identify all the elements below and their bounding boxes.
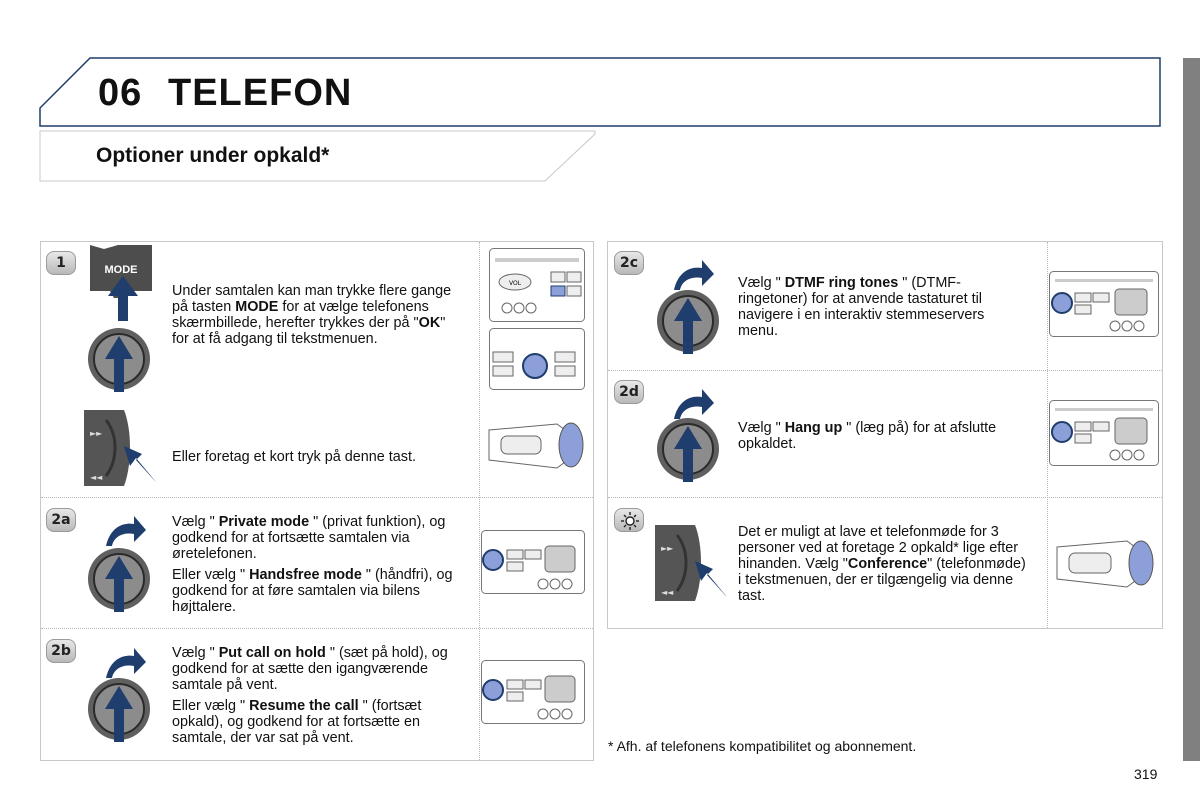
- step-2d-text: [738, 420, 1038, 457]
- text-part: " (læg på) for at afslutte opkaldet.: [738, 420, 997, 452]
- stalk-illustration-tip: [1055, 537, 1155, 589]
- step-2b-text: [172, 645, 464, 751]
- svg-text:►►: ►►: [90, 429, 103, 438]
- text-part: Vælg ": [172, 645, 219, 661]
- step-1-alt-text: Eller foretag et kort tryk på denne tast.: [172, 449, 416, 465]
- row-divider-2: [41, 628, 593, 629]
- step-1-text: [172, 283, 462, 352]
- step-1-text-part: Under samtalen kan man trykke flere gange på tasten: [172, 283, 452, 315]
- stalk-illustration-1: [487, 420, 585, 470]
- option-handsfree-mode: Handsfree mode: [249, 567, 362, 583]
- text-part: Det er muligt at lave et telefonmøde for 3 personer ved at foretage 2 opkald* lige efter hinanden. Vælg ": [738, 524, 1018, 572]
- text-part: Vælg ": [738, 275, 785, 291]
- step-2c-text: [738, 275, 1028, 344]
- text-part: " (telefonmøde) i tekstmenuen, der er tilgængelig via denne tast.: [738, 556, 1026, 604]
- option-hang-up: Hang up: [784, 420, 843, 436]
- text-part: " (håndfri), og godkend for at føre samtalen via bilens højttalere.: [172, 567, 453, 615]
- mode-key-name: MODE: [235, 299, 279, 315]
- radio-panel-mode-illustration: [489, 248, 585, 322]
- right-image-column-divider: [1047, 242, 1048, 628]
- option-put-call-on-hold: Put call on hold: [218, 645, 326, 661]
- rotary-knob-press-icon: [88, 326, 150, 392]
- text-part: " (fortsæt opkald), og godkend for at fortsætte en samtale, der var sat på vent.: [172, 698, 422, 746]
- row-divider-3: [608, 370, 1162, 371]
- rotary-knob-press-icon: [88, 546, 150, 612]
- rotate-arrow-icon: [104, 516, 146, 546]
- radio-panel-illustration-2d: [1049, 400, 1159, 466]
- section-title: Optioner under opkald*: [96, 144, 330, 167]
- step-1-text-part: for at vælge telefonens skærmbillede, herefter trykkes der på ": [172, 299, 429, 331]
- rotate-arrow-icon: [672, 260, 714, 290]
- chapter-tab-bar: [1183, 58, 1200, 761]
- step-badge-2b: 2b: [46, 639, 76, 663]
- text-part: " (DTMF-ringetoner) for at anvende tastaturet til navigere i en interaktiv stemmeservers menu.: [738, 275, 985, 339]
- chapter-number: 06: [98, 72, 143, 114]
- svg-text:►►: ►►: [661, 544, 674, 553]
- text-part: Vælg ": [738, 420, 785, 436]
- page-number: 319: [1134, 766, 1158, 782]
- option-private-mode: Private mode: [218, 514, 310, 530]
- text-part: Eller vælg ": [172, 698, 250, 714]
- text-part: " (sæt på hold), og godkend for at sætte den igangværende samtale på vent.: [172, 645, 448, 693]
- step-badge-2d: 2d: [614, 380, 644, 404]
- left-image-column-divider: [479, 242, 480, 760]
- step-badge-2a: 2a: [46, 508, 76, 532]
- option-dtmf-ring-tones: DTMF ring tones: [784, 275, 899, 291]
- text-part: Eller vælg ": [172, 567, 250, 583]
- rotary-knob-press-icon: [88, 676, 150, 742]
- step-1-text-part: " for at få adgang til tekstmenuen.: [172, 315, 446, 347]
- svg-text:◄◄: ◄◄: [90, 473, 103, 482]
- rotary-knob-press-icon: [657, 288, 719, 354]
- steering-stalk-button-icon: [655, 525, 727, 601]
- radio-panel-ok-illustration: [489, 328, 585, 390]
- text-part: Vælg ": [172, 514, 219, 530]
- rotate-arrow-icon: [104, 648, 146, 678]
- radio-panel-illustration-2a: [481, 530, 585, 594]
- row-divider-1: [41, 497, 593, 498]
- steering-stalk-button-icon: [84, 410, 156, 486]
- rotate-arrow-icon: [672, 389, 714, 419]
- text-part: " (privat funktion), og godkend for at fortsætte samtalen via øretelefonen.: [172, 514, 446, 562]
- chapter-title: TELEFON: [168, 72, 353, 114]
- svg-text:VOL: VOL: [509, 280, 522, 287]
- step-badge-1: 1: [46, 251, 76, 275]
- row-divider-4: [608, 497, 1162, 498]
- option-resume-the-call: Resume the call: [249, 698, 359, 714]
- footnote: * Afh. af telefonens kompatibilitet og abonnement.: [608, 738, 917, 754]
- rotary-knob-press-icon: [657, 416, 719, 482]
- mode-key-label: MODE: [104, 264, 138, 276]
- radio-panel-illustration-2c: [1049, 271, 1159, 337]
- ok-key-name: OK: [418, 315, 441, 331]
- up-arrow-icon: [108, 276, 138, 321]
- tip-text: [738, 524, 1028, 609]
- radio-panel-illustration-2b: [481, 660, 585, 724]
- tip-lamp-icon: [614, 508, 644, 532]
- step-badge-2c: 2c: [614, 251, 644, 275]
- step-2a-text: [172, 514, 464, 620]
- option-conference: Conference: [847, 556, 928, 572]
- svg-text:◄◄: ◄◄: [661, 588, 674, 597]
